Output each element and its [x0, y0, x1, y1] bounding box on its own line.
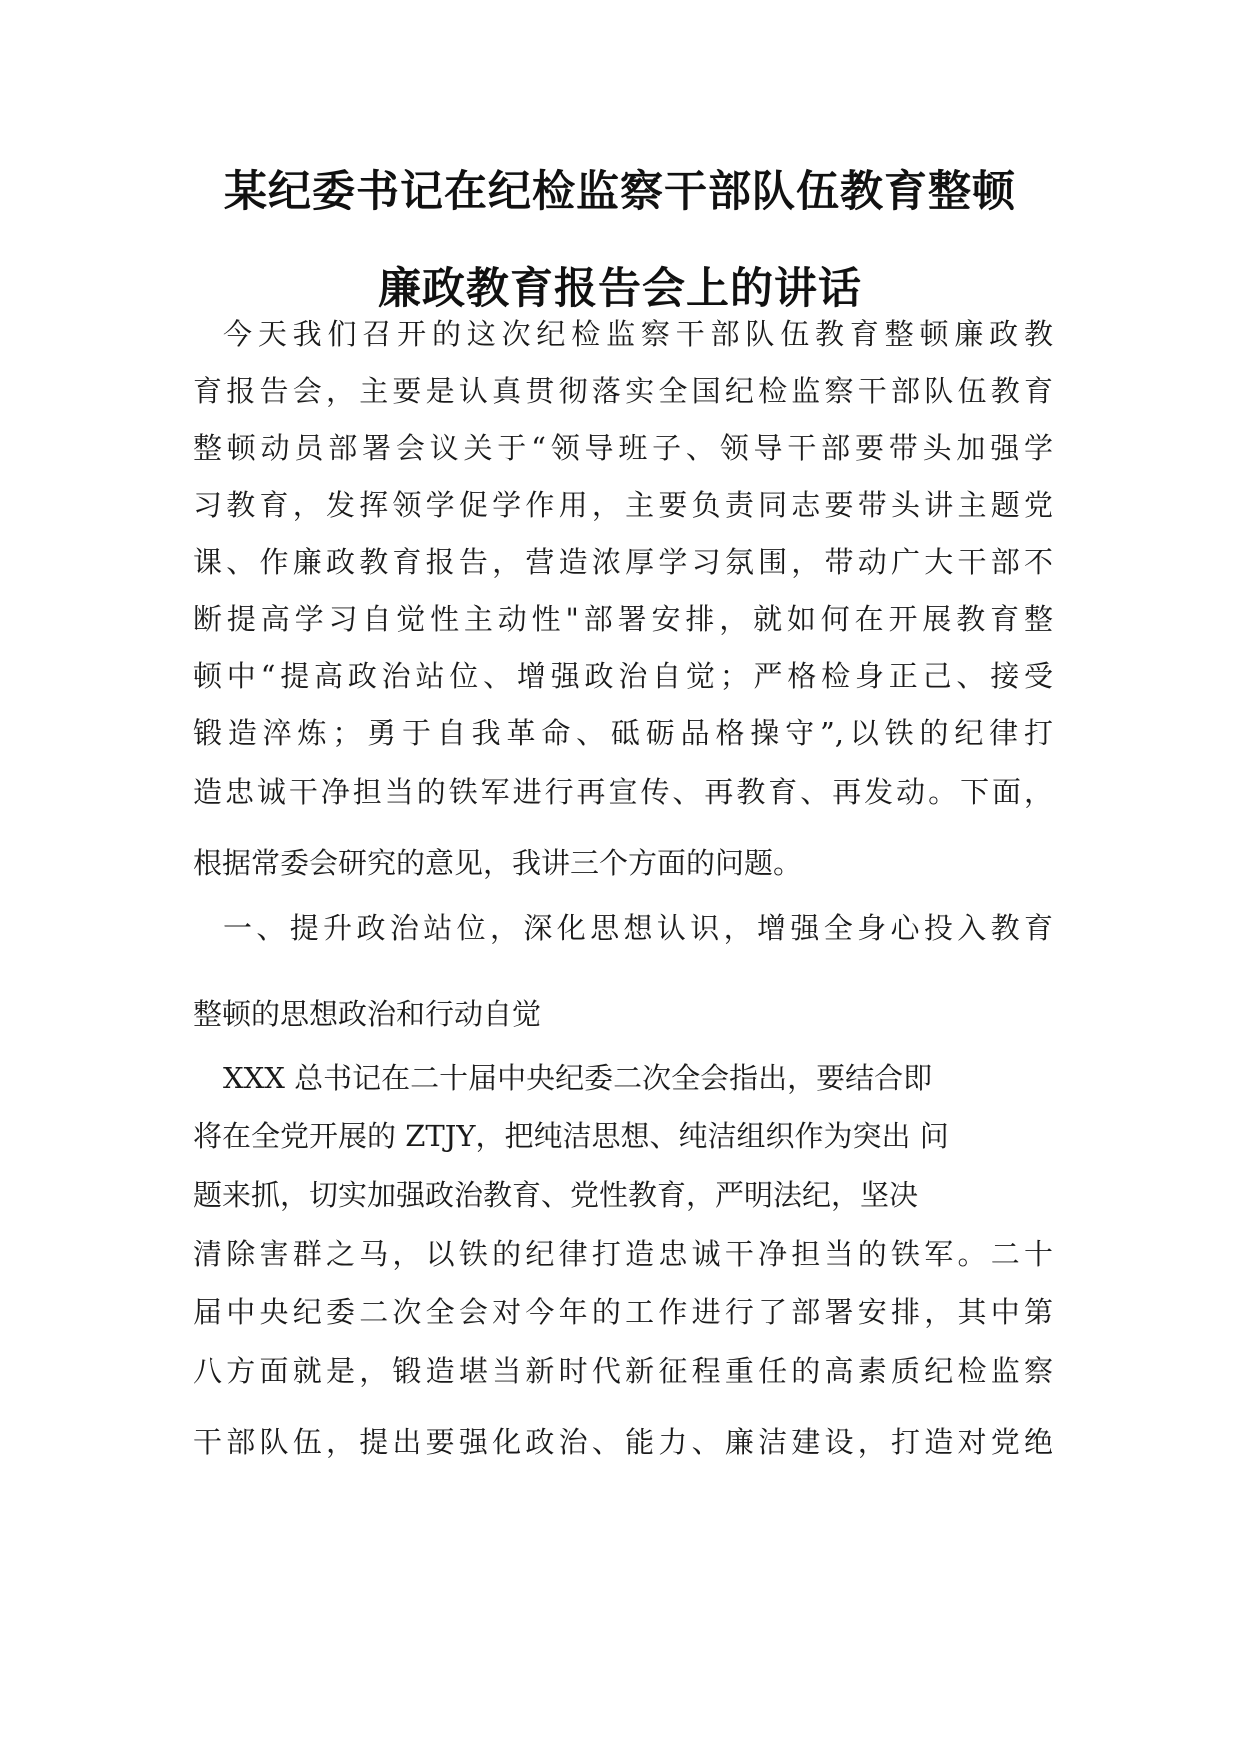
- body-line: 干部队伍，提出要强化政治、能力、廉洁建设，打造对党绝: [193, 1425, 1053, 1459]
- body-line: 锻造淬炼；勇于自我革命、砥砺品格操守”,以铁的纪律打: [193, 716, 1053, 750]
- document-title-line-2: 廉政教育报告会上的讲话: [378, 264, 862, 314]
- body-line: 将在全党开展的 ZTJY，把纯洁思想、纯洁组织作为突出 问: [193, 1119, 949, 1153]
- body-line: 习教育，发挥领学促学作用，主要负责同志要带头讲主题党: [193, 488, 1053, 522]
- section-heading-line-2: 整顿的思想政治和行动自觉: [193, 997, 542, 1031]
- body-line: 题来抓，切实加强政治教育、党性教育，严明法纪，坚决: [193, 1178, 919, 1212]
- body-line: XXX 总书记在二十届中央纪委二次全会指出，要结合即: [223, 1061, 933, 1095]
- body-line: 届中央纪委二次全会对今年的工作进行了部署安排，其中第: [193, 1295, 1053, 1329]
- body-line: 八方面就是，锻造堪当新时代新征程重任的高素质纪检监察: [193, 1354, 1053, 1388]
- body-line: 根据常委会研究的意见，我讲三个方面的问题。: [193, 846, 803, 880]
- body-line: 顿中“提高政治站位、增强政治自觉；严格检身正己、接受: [193, 659, 1053, 693]
- body-line: 造忠诚干净担当的铁军进行再宣传、再教育、再发动。下面，: [193, 775, 1053, 809]
- body-line: 今天我们召开的这次纪检监察干部队伍教育整顿廉政教: [223, 317, 1053, 351]
- body-line: 育报告会，主要是认真贯彻落实全国纪检监察干部队伍教育: [193, 374, 1053, 408]
- body-line: 断提高学习自觉性主动性"部署安排，就如何在开展教育整: [193, 602, 1053, 636]
- document-title-line-1: 某纪委书记在纪检监察干部队伍教育整顿: [224, 167, 1016, 217]
- section-heading-line-1: 一、提升政治站位，深化思想认识，增强全身心投入教育: [223, 911, 1053, 945]
- body-line: 整顿动员部署会议关于“领导班子、领导干部要带头加强学: [193, 431, 1053, 465]
- body-line: 课、作廉政教育报告，营造浓厚学习氛围，带动广大干部不: [193, 545, 1053, 579]
- body-line: 清除害群之马，以铁的纪律打造忠诚干净担当的铁军。二十: [193, 1237, 1053, 1271]
